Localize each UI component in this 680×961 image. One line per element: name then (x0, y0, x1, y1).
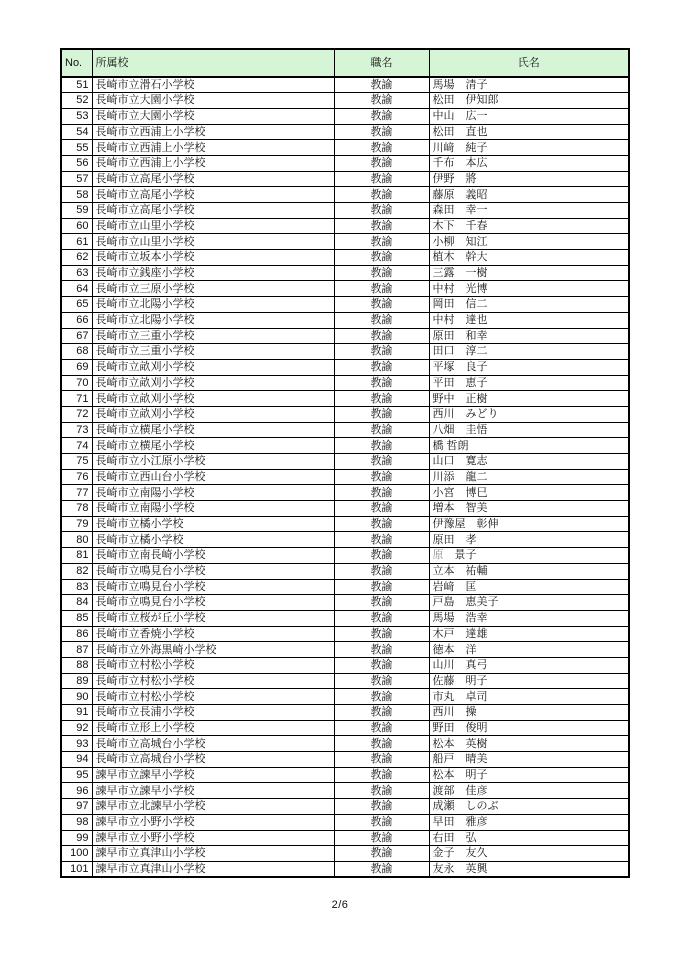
job-title-cell: 教諭 (334, 171, 429, 187)
table-row (61, 250, 629, 266)
table-row (61, 469, 629, 485)
name-cell: 徳本 洋 (429, 642, 629, 658)
school-cell: 長崎市立鳴見台小学校 (92, 563, 334, 579)
job-title-cell: 教諭 (334, 77, 429, 93)
table-row (61, 861, 629, 877)
school-cell: 長崎市立銭座小学校 (92, 265, 334, 281)
job-title-cell: 教諭 (334, 673, 429, 689)
school-cell: 諫早市立小野小学校 (92, 830, 334, 846)
table-row (61, 438, 629, 454)
job-title-cell: 教諭 (334, 830, 429, 846)
school-cell: 長崎市立高城台小学校 (92, 752, 334, 768)
name-cell: 小宮 博巳 (429, 485, 629, 501)
row-number-cell: 62 (61, 250, 92, 266)
job-title-cell: 教諭 (334, 469, 429, 485)
name-cell: 馬場 浩幸 (429, 610, 629, 626)
school-cell: 諫早市立北諫早小学校 (92, 799, 334, 815)
row-number-cell: 79 (61, 516, 92, 532)
name-cell: 佐藤 明子 (429, 673, 629, 689)
name-cell: 平田 恵子 (429, 375, 629, 391)
school-cell: 長崎市立畝刈小学校 (92, 391, 334, 407)
row-number-cell: 86 (61, 626, 92, 642)
job-title-cell: 教諭 (334, 203, 429, 219)
name-cell: 西川 みどり (429, 406, 629, 422)
row-number-cell: 56 (61, 155, 92, 171)
job-title-cell: 教諭 (334, 799, 429, 815)
name-cell: 松田 直也 (429, 124, 629, 140)
job-title-cell: 教諭 (334, 516, 429, 532)
row-number-cell: 59 (61, 203, 92, 219)
table-row (61, 155, 629, 171)
name-cell: 松本 明子 (429, 767, 629, 783)
name-cell: 中村 達也 (429, 312, 629, 328)
row-number-cell: 84 (61, 595, 92, 611)
row-number-cell: 93 (61, 736, 92, 752)
school-cell: 長崎市立横尾小学校 (92, 438, 334, 454)
row-number-cell: 52 (61, 93, 92, 109)
job-title-cell: 教諭 (334, 595, 429, 611)
name-cell: 松田 伊知郎 (429, 93, 629, 109)
name-cell: 伊豫屋 彰伸 (429, 516, 629, 532)
table-row (61, 328, 629, 344)
job-title-cell: 教諭 (334, 422, 429, 438)
school-cell: 長崎市立高尾小学校 (92, 171, 334, 187)
job-title-cell: 教諭 (334, 375, 429, 391)
job-title-cell: 教諭 (334, 720, 429, 736)
name-cell: 西川 操 (429, 705, 629, 721)
school-cell: 長崎市立西浦上小学校 (92, 140, 334, 156)
row-number-cell: 51 (61, 77, 92, 93)
row-number-cell: 77 (61, 485, 92, 501)
job-title-cell: 教諭 (334, 234, 429, 250)
table-body (61, 77, 629, 877)
name-cell: 小柳 知江 (429, 234, 629, 250)
school-cell: 長崎市立北陽小学校 (92, 312, 334, 328)
row-number-cell: 83 (61, 579, 92, 595)
job-title-cell: 教諭 (334, 140, 429, 156)
job-title-cell: 教諭 (334, 767, 429, 783)
school-cell: 長崎市立橘小学校 (92, 532, 334, 548)
row-number-cell: 63 (61, 265, 92, 281)
school-cell: 長崎市立畝刈小学校 (92, 375, 334, 391)
job-title-cell: 教諭 (334, 265, 429, 281)
table-header-row (61, 49, 629, 77)
table-row (61, 610, 629, 626)
row-number-cell: 53 (61, 108, 92, 124)
table-row (61, 375, 629, 391)
school-cell: 長崎市立高尾小学校 (92, 187, 334, 203)
table-row (61, 767, 629, 783)
name-cell: 田口 淳二 (429, 344, 629, 360)
name-cell: 右田 弘 (429, 830, 629, 846)
job-title-cell: 教諭 (334, 281, 429, 297)
table-row (61, 108, 629, 124)
table-row (61, 657, 629, 673)
table-row (61, 265, 629, 281)
job-title-cell: 教諭 (334, 344, 429, 360)
name-cell: 友永 英興 (429, 861, 629, 877)
table-row (61, 516, 629, 532)
row-number-cell: 90 (61, 689, 92, 705)
school-cell: 諫早市立真津山小学校 (92, 861, 334, 877)
school-cell: 長崎市立西浦上小学校 (92, 155, 334, 171)
row-number-cell: 98 (61, 814, 92, 830)
job-title-cell: 教諭 (334, 406, 429, 422)
school-cell: 長崎市立鳴見台小学校 (92, 595, 334, 611)
job-title-cell: 教諭 (334, 783, 429, 799)
table-row (61, 563, 629, 579)
school-cell: 長崎市立三原小学校 (92, 281, 334, 297)
name-cell: 戸島 恵美子 (429, 595, 629, 611)
name-cell: 金子 友久 (429, 846, 629, 862)
job-title-cell: 教諭 (334, 218, 429, 234)
staff-roster-table (60, 48, 630, 878)
row-number-cell: 75 (61, 454, 92, 470)
row-number-cell: 100 (61, 846, 92, 862)
table-row (61, 736, 629, 752)
light-surname-glyph: 原 (432, 549, 444, 562)
school-cell: 長崎市立畝刈小学校 (92, 359, 334, 375)
name-cell: 馬場 清子 (429, 77, 629, 93)
row-number-cell: 89 (61, 673, 92, 689)
row-number-cell: 76 (61, 469, 92, 485)
school-cell: 諫早市立諫早小学校 (92, 767, 334, 783)
job-title-cell: 教諭 (334, 752, 429, 768)
table-row (61, 344, 629, 360)
row-number-cell: 97 (61, 799, 92, 815)
table-row (61, 548, 629, 564)
job-title-cell: 教諭 (334, 626, 429, 642)
school-cell: 諫早市立小野小学校 (92, 814, 334, 830)
name-cell: 植木 幹大 (429, 250, 629, 266)
row-number-cell: 60 (61, 218, 92, 234)
name-cell: 中村 光博 (429, 281, 629, 297)
school-cell: 長崎市立南陽小学校 (92, 501, 334, 517)
school-cell: 長崎市立西浦上小学校 (92, 124, 334, 140)
row-number-cell: 92 (61, 720, 92, 736)
row-number-cell: 95 (61, 767, 92, 783)
name-cell: 山口 寛志 (429, 454, 629, 470)
job-title-cell: 教諭 (334, 312, 429, 328)
row-number-cell: 61 (61, 234, 92, 250)
row-number-cell: 68 (61, 344, 92, 360)
name-cell: 木戸 達雄 (429, 626, 629, 642)
name-cell: 川添 龍二 (429, 469, 629, 485)
row-number-cell: 58 (61, 187, 92, 203)
column-header-no: No. (61, 49, 92, 77)
row-number-cell: 74 (61, 438, 92, 454)
name-cell: 千布 本広 (429, 155, 629, 171)
job-title-cell: 教諭 (334, 705, 429, 721)
row-number-cell: 81 (61, 548, 92, 564)
name-cell: 伊野 將 (429, 171, 629, 187)
job-title-cell: 教諭 (334, 359, 429, 375)
job-title-cell: 教諭 (334, 736, 429, 752)
school-cell: 長崎市立橘小学校 (92, 516, 334, 532)
table-row (61, 783, 629, 799)
row-number-cell: 82 (61, 563, 92, 579)
table-row (61, 406, 629, 422)
name-cell: 野中 正樹 (429, 391, 629, 407)
job-title-cell: 教諭 (334, 438, 429, 454)
school-cell: 長崎市立畝刈小学校 (92, 406, 334, 422)
row-number-cell: 66 (61, 312, 92, 328)
name-cell: 木下 千春 (429, 218, 629, 234)
name-cell: 立本 祐輔 (429, 563, 629, 579)
school-cell: 長崎市立三重小学校 (92, 328, 334, 344)
name-cell: 原田 孝 (429, 532, 629, 548)
table-row (61, 140, 629, 156)
name-cell: 森田 幸一 (429, 203, 629, 219)
row-number-cell: 54 (61, 124, 92, 140)
job-title-cell: 教諭 (334, 155, 429, 171)
name-cell: 増本 智美 (429, 501, 629, 517)
table-row (61, 93, 629, 109)
school-cell: 長崎市立南陽小学校 (92, 485, 334, 501)
row-number-cell: 78 (61, 501, 92, 517)
job-title-cell: 教諭 (334, 579, 429, 595)
row-number-cell: 70 (61, 375, 92, 391)
row-number-cell: 91 (61, 705, 92, 721)
table-row (61, 422, 629, 438)
table-row (61, 814, 629, 830)
name-cell: 原田 和幸 (429, 328, 629, 344)
school-cell: 長崎市立村松小学校 (92, 673, 334, 689)
school-cell: 長崎市立長浦小学校 (92, 705, 334, 721)
row-number-cell: 99 (61, 830, 92, 846)
school-cell: 長崎市立小江原小学校 (92, 454, 334, 470)
school-cell: 長崎市立南長崎小学校 (92, 548, 334, 564)
table-row (61, 359, 629, 375)
name-cell: 橋 哲朗 (429, 438, 629, 454)
school-cell: 長崎市立坂本小学校 (92, 250, 334, 266)
table-row (61, 705, 629, 721)
name-cell: 藤原 義昭 (429, 187, 629, 203)
table-row (61, 595, 629, 611)
row-number-cell: 64 (61, 281, 92, 297)
name-cell: 松本 英樹 (429, 736, 629, 752)
row-number-cell: 67 (61, 328, 92, 344)
name-cell: 平塚 良子 (429, 359, 629, 375)
school-cell: 長崎市立西山台小学校 (92, 469, 334, 485)
name-cell: 川﨑 純子 (429, 140, 629, 156)
job-title-cell: 教諭 (334, 124, 429, 140)
table-row (61, 485, 629, 501)
job-title-cell: 教諭 (334, 297, 429, 313)
name-cell: 原 景子 (429, 548, 629, 564)
table-row (61, 642, 629, 658)
job-title-cell: 教諭 (334, 187, 429, 203)
column-header-school: 所属校 (92, 49, 334, 77)
table-row (61, 626, 629, 642)
job-title-cell: 教諭 (334, 642, 429, 658)
job-title-cell: 教諭 (334, 689, 429, 705)
name-cell: 渡部 佳彦 (429, 783, 629, 799)
table-row (61, 312, 629, 328)
name-cell: 岩﨑 匡 (429, 579, 629, 595)
job-title-cell: 教諭 (334, 861, 429, 877)
name-cell: 早田 雅彦 (429, 814, 629, 830)
job-title-cell: 教諭 (334, 454, 429, 470)
page-number: 2/6 (331, 899, 349, 911)
name-cell: 岡田 信二 (429, 297, 629, 313)
school-cell: 長崎市立外海黒崎小学校 (92, 642, 334, 658)
school-cell: 諫早市立諫早小学校 (92, 783, 334, 799)
school-cell: 諫早市立真津山小学校 (92, 846, 334, 862)
table-row (61, 846, 629, 862)
table-row (61, 579, 629, 595)
job-title-cell: 教諭 (334, 814, 429, 830)
school-cell: 長崎市立桜が丘小学校 (92, 610, 334, 626)
school-cell: 長崎市立山里小学校 (92, 234, 334, 250)
school-cell: 長崎市立横尾小学校 (92, 422, 334, 438)
job-title-cell: 教諭 (334, 846, 429, 862)
row-number-cell: 87 (61, 642, 92, 658)
school-cell: 長崎市立大園小学校 (92, 93, 334, 109)
table-row (61, 218, 629, 234)
school-cell: 長崎市立北陽小学校 (92, 297, 334, 313)
job-title-cell: 教諭 (334, 250, 429, 266)
row-number-cell: 73 (61, 422, 92, 438)
name-cell: 船戸 晴美 (429, 752, 629, 768)
row-number-cell: 88 (61, 657, 92, 673)
column-header-name: 氏名 (429, 49, 629, 77)
job-title-cell: 教諭 (334, 610, 429, 626)
row-number-cell: 65 (61, 297, 92, 313)
row-number-cell: 55 (61, 140, 92, 156)
job-title-cell: 教諭 (334, 501, 429, 517)
school-cell: 長崎市立形上小学校 (92, 720, 334, 736)
row-number-cell: 96 (61, 783, 92, 799)
table-row (61, 689, 629, 705)
row-number-cell: 57 (61, 171, 92, 187)
table-row (61, 234, 629, 250)
job-title-cell: 教諭 (334, 563, 429, 579)
table-row (61, 532, 629, 548)
school-cell: 長崎市立村松小学校 (92, 689, 334, 705)
name-cell: 三露 一樹 (429, 265, 629, 281)
row-number-cell: 72 (61, 406, 92, 422)
school-cell: 長崎市立三重小学校 (92, 344, 334, 360)
job-title-cell: 教諭 (334, 108, 429, 124)
row-number-cell: 80 (61, 532, 92, 548)
row-number-cell: 101 (61, 861, 92, 877)
table-row (61, 203, 629, 219)
name-cell: 野田 俊明 (429, 720, 629, 736)
table-row (61, 391, 629, 407)
row-number-cell: 94 (61, 752, 92, 768)
table-row (61, 673, 629, 689)
school-cell: 長崎市立高尾小学校 (92, 203, 334, 219)
school-cell: 長崎市立滑石小学校 (92, 77, 334, 93)
table-row (61, 830, 629, 846)
school-cell: 長崎市立高城台小学校 (92, 736, 334, 752)
job-title-cell: 教諭 (334, 391, 429, 407)
name-cell: 山川 真弓 (429, 657, 629, 673)
row-number-cell: 71 (61, 391, 92, 407)
table-row (61, 171, 629, 187)
name-cell: 市丸 卓司 (429, 689, 629, 705)
school-cell: 長崎市立鳴見台小学校 (92, 579, 334, 595)
school-cell: 長崎市立山里小学校 (92, 218, 334, 234)
school-cell: 長崎市立香焼小学校 (92, 626, 334, 642)
name-cell: 成瀬 しのぶ (429, 799, 629, 815)
table-row (61, 297, 629, 313)
row-number-cell: 85 (61, 610, 92, 626)
job-title-cell: 教諭 (334, 93, 429, 109)
table-row (61, 720, 629, 736)
table-row (61, 124, 629, 140)
table-row (61, 501, 629, 517)
table-row (61, 281, 629, 297)
table-row (61, 752, 629, 768)
job-title-cell: 教諭 (334, 548, 429, 564)
job-title-cell: 教諭 (334, 328, 429, 344)
school-cell: 長崎市立村松小学校 (92, 657, 334, 673)
row-number-cell: 69 (61, 359, 92, 375)
table-row (61, 799, 629, 815)
name-cell: 八畑 圭悟 (429, 422, 629, 438)
table-row (61, 454, 629, 470)
table-row (61, 77, 629, 93)
column-header-job-title: 職名 (334, 49, 429, 77)
job-title-cell: 教諭 (334, 532, 429, 548)
table-row (61, 187, 629, 203)
job-title-cell: 教諭 (334, 485, 429, 501)
name-cell: 中山 広一 (429, 108, 629, 124)
school-cell: 長崎市立大園小学校 (92, 108, 334, 124)
job-title-cell: 教諭 (334, 657, 429, 673)
